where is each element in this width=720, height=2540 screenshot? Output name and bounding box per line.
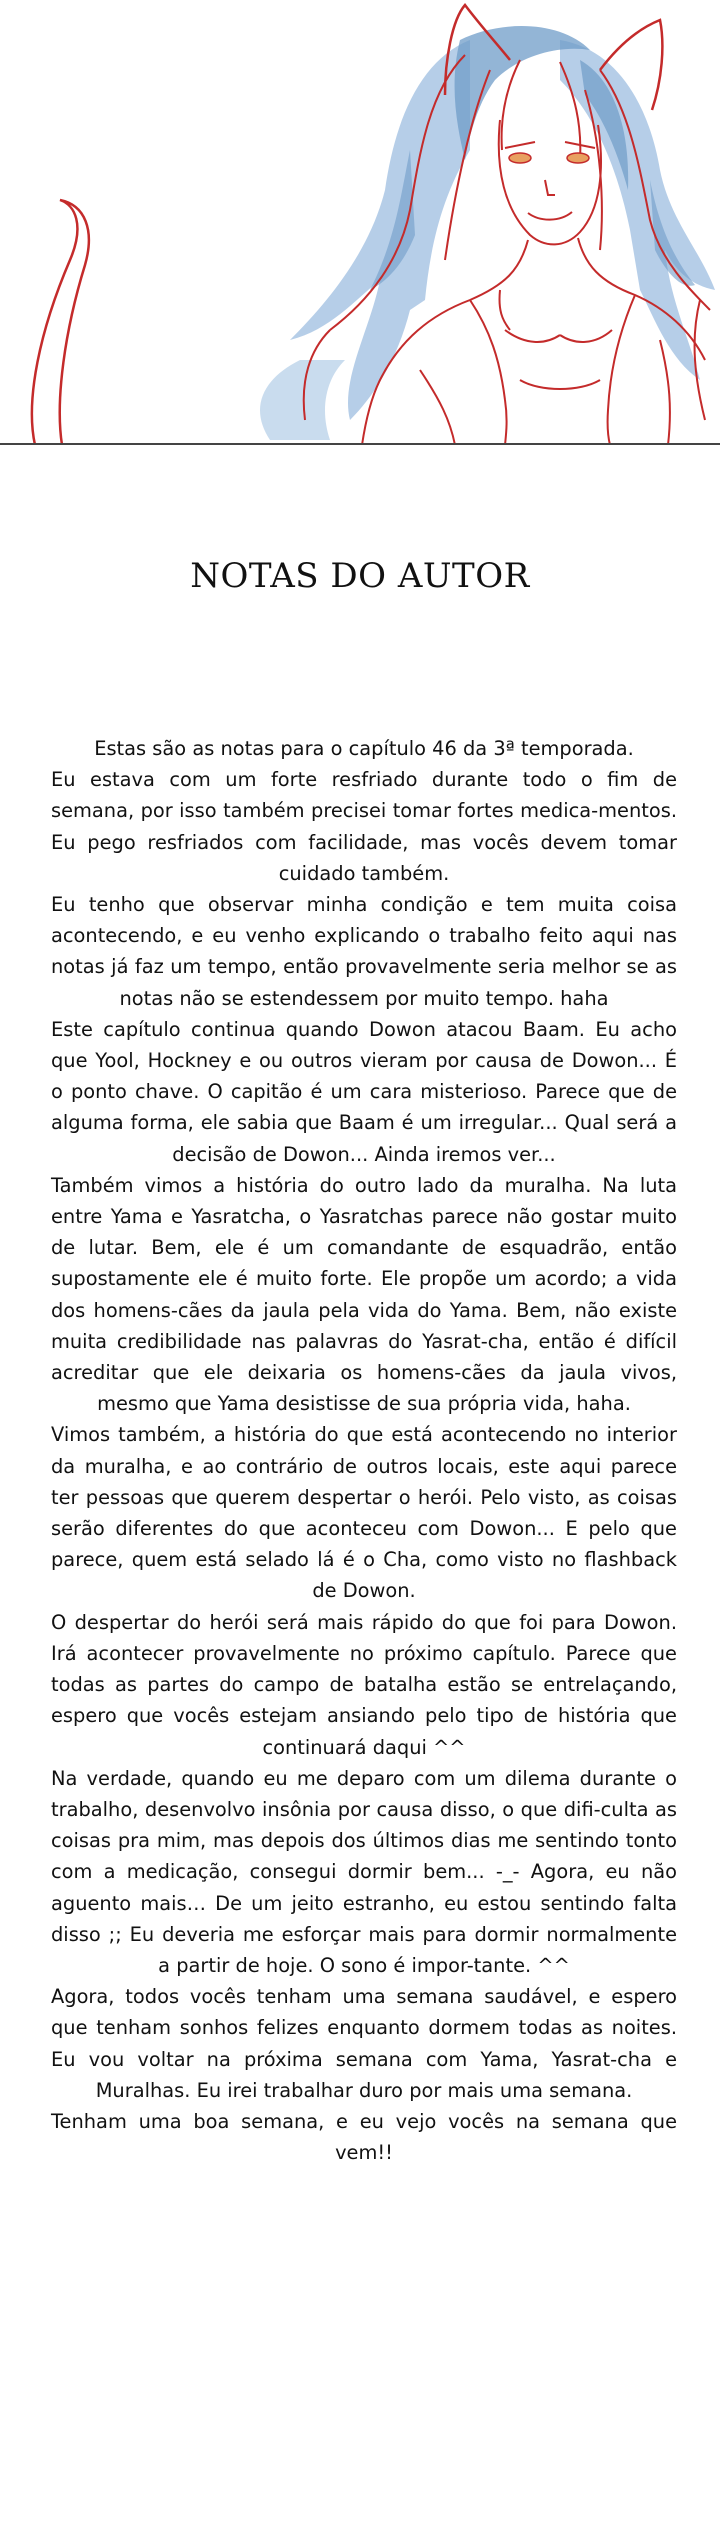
note-paragraph: Na verdade, quando eu me deparo com um dilema durante o trabalho, desenvolvo insônia por causa disso, o que difi-culta as coisas pra mim, mas depois dos últimos dias me sentindo tonto com a medicação, consegui dormir bem... -_- Agora, eu não aguento mais… De um jeito estranho, eu estou sentindo falta disso ;; Eu deveria me esforçar mais para dormir normalmente a partir de hoje. O sono é impor-tante. ^^ [51, 1766, 677, 1977]
author-notes-body [51, 733, 677, 2168]
character-sketch [0, 0, 720, 445]
face-outline [499, 120, 601, 244]
note-paragraph: Tenham uma boa semana, e eu vejo vocês na semana que vem!! [51, 2109, 677, 2165]
page-title: NOTAS DO AUTOR [190, 556, 530, 596]
eyes [509, 153, 589, 163]
note-paragraph: Agora, todos vocês tenham uma semana saudável, e espero que tenham sonhos felizes enquanto dormem todas as noites. Eu vou voltar na próxima semana com Yama, Yasrat-cha e Muralhas. Eu irei trabalhar duro por mais uma semana. [51, 1985, 677, 2102]
note-paragraph: O despertar do herói será mais rápido do que foi para Dowon. Irá acontecer provavelmente no próximo capítulo. Parece que todas as partes do campo de batalha estão se entrelaçando, espero que vocês estejam ansiando pelo tipo de história que continuará daqui ^^ [51, 1610, 677, 1759]
header-divider [0, 443, 720, 445]
note-paragraph: Estas são as notas para o capítulo 46 da 3ª temporada. [94, 737, 634, 760]
hair-wash [260, 26, 715, 440]
note-paragraph: Eu tenho que observar minha condição e tem muita coisa acontecendo, e eu venho explicando o trabalho feito aqui nas notas já faz um tempo, então provavelmente seria melhor se as notas não se estendessem por muito tempo. haha [51, 893, 677, 1010]
note-paragraph: Vimos também, a história do que está acontecendo no interior da muralha, e ao contrário de outros locais, este aqui parece ter pessoas que querem despertar o herói. Pelo visto, as coisas serão diferentes do que aconteceu com Dowon... E pelo que parece, quem está selado lá é o Cha, como visto no flashback de Dowon. [51, 1423, 677, 1603]
tail-outline [32, 200, 89, 445]
header-illustration [0, 0, 720, 445]
note-paragraph: Também vimos a história do outro lado da muralha. Na luta entre Yama e Yasratcha, o Yasratchas parece não gostar muito de lutar. Bem, ele é um comandante de esquadrão, então supostamente ele é muito forte. Ele propõe um acordo; a vida dos homens-cães da jaula pela vida do Yama. Bem, não existe muita credibilidade nas palavras do Yasrat-cha, então é difícil acreditar que ele deixaria os homens-cães da jaula vivos, mesmo que Yama desistisse de sua própria vida, haha. [51, 1173, 677, 1416]
note-paragraph: Este capítulo continua quando Dowon atacou Baam. Eu acho que Yool, Hockney e ou outros vieram por causa de Dowon... É o ponto chave. O capitão é um cara misterioso. Parece que de alguma forma, ele sabia que Baam é um irregular... Qual será a decisão de Dowon... Ainda iremos ver... [51, 1017, 677, 1166]
note-paragraph: Eu estava com um forte resfriado durante todo o fim de semana, por isso também precisei tomar fortes medica-mentos. Eu pego resfriados com facilidade, mas vocês devem tomar cuidado também. [51, 768, 677, 885]
